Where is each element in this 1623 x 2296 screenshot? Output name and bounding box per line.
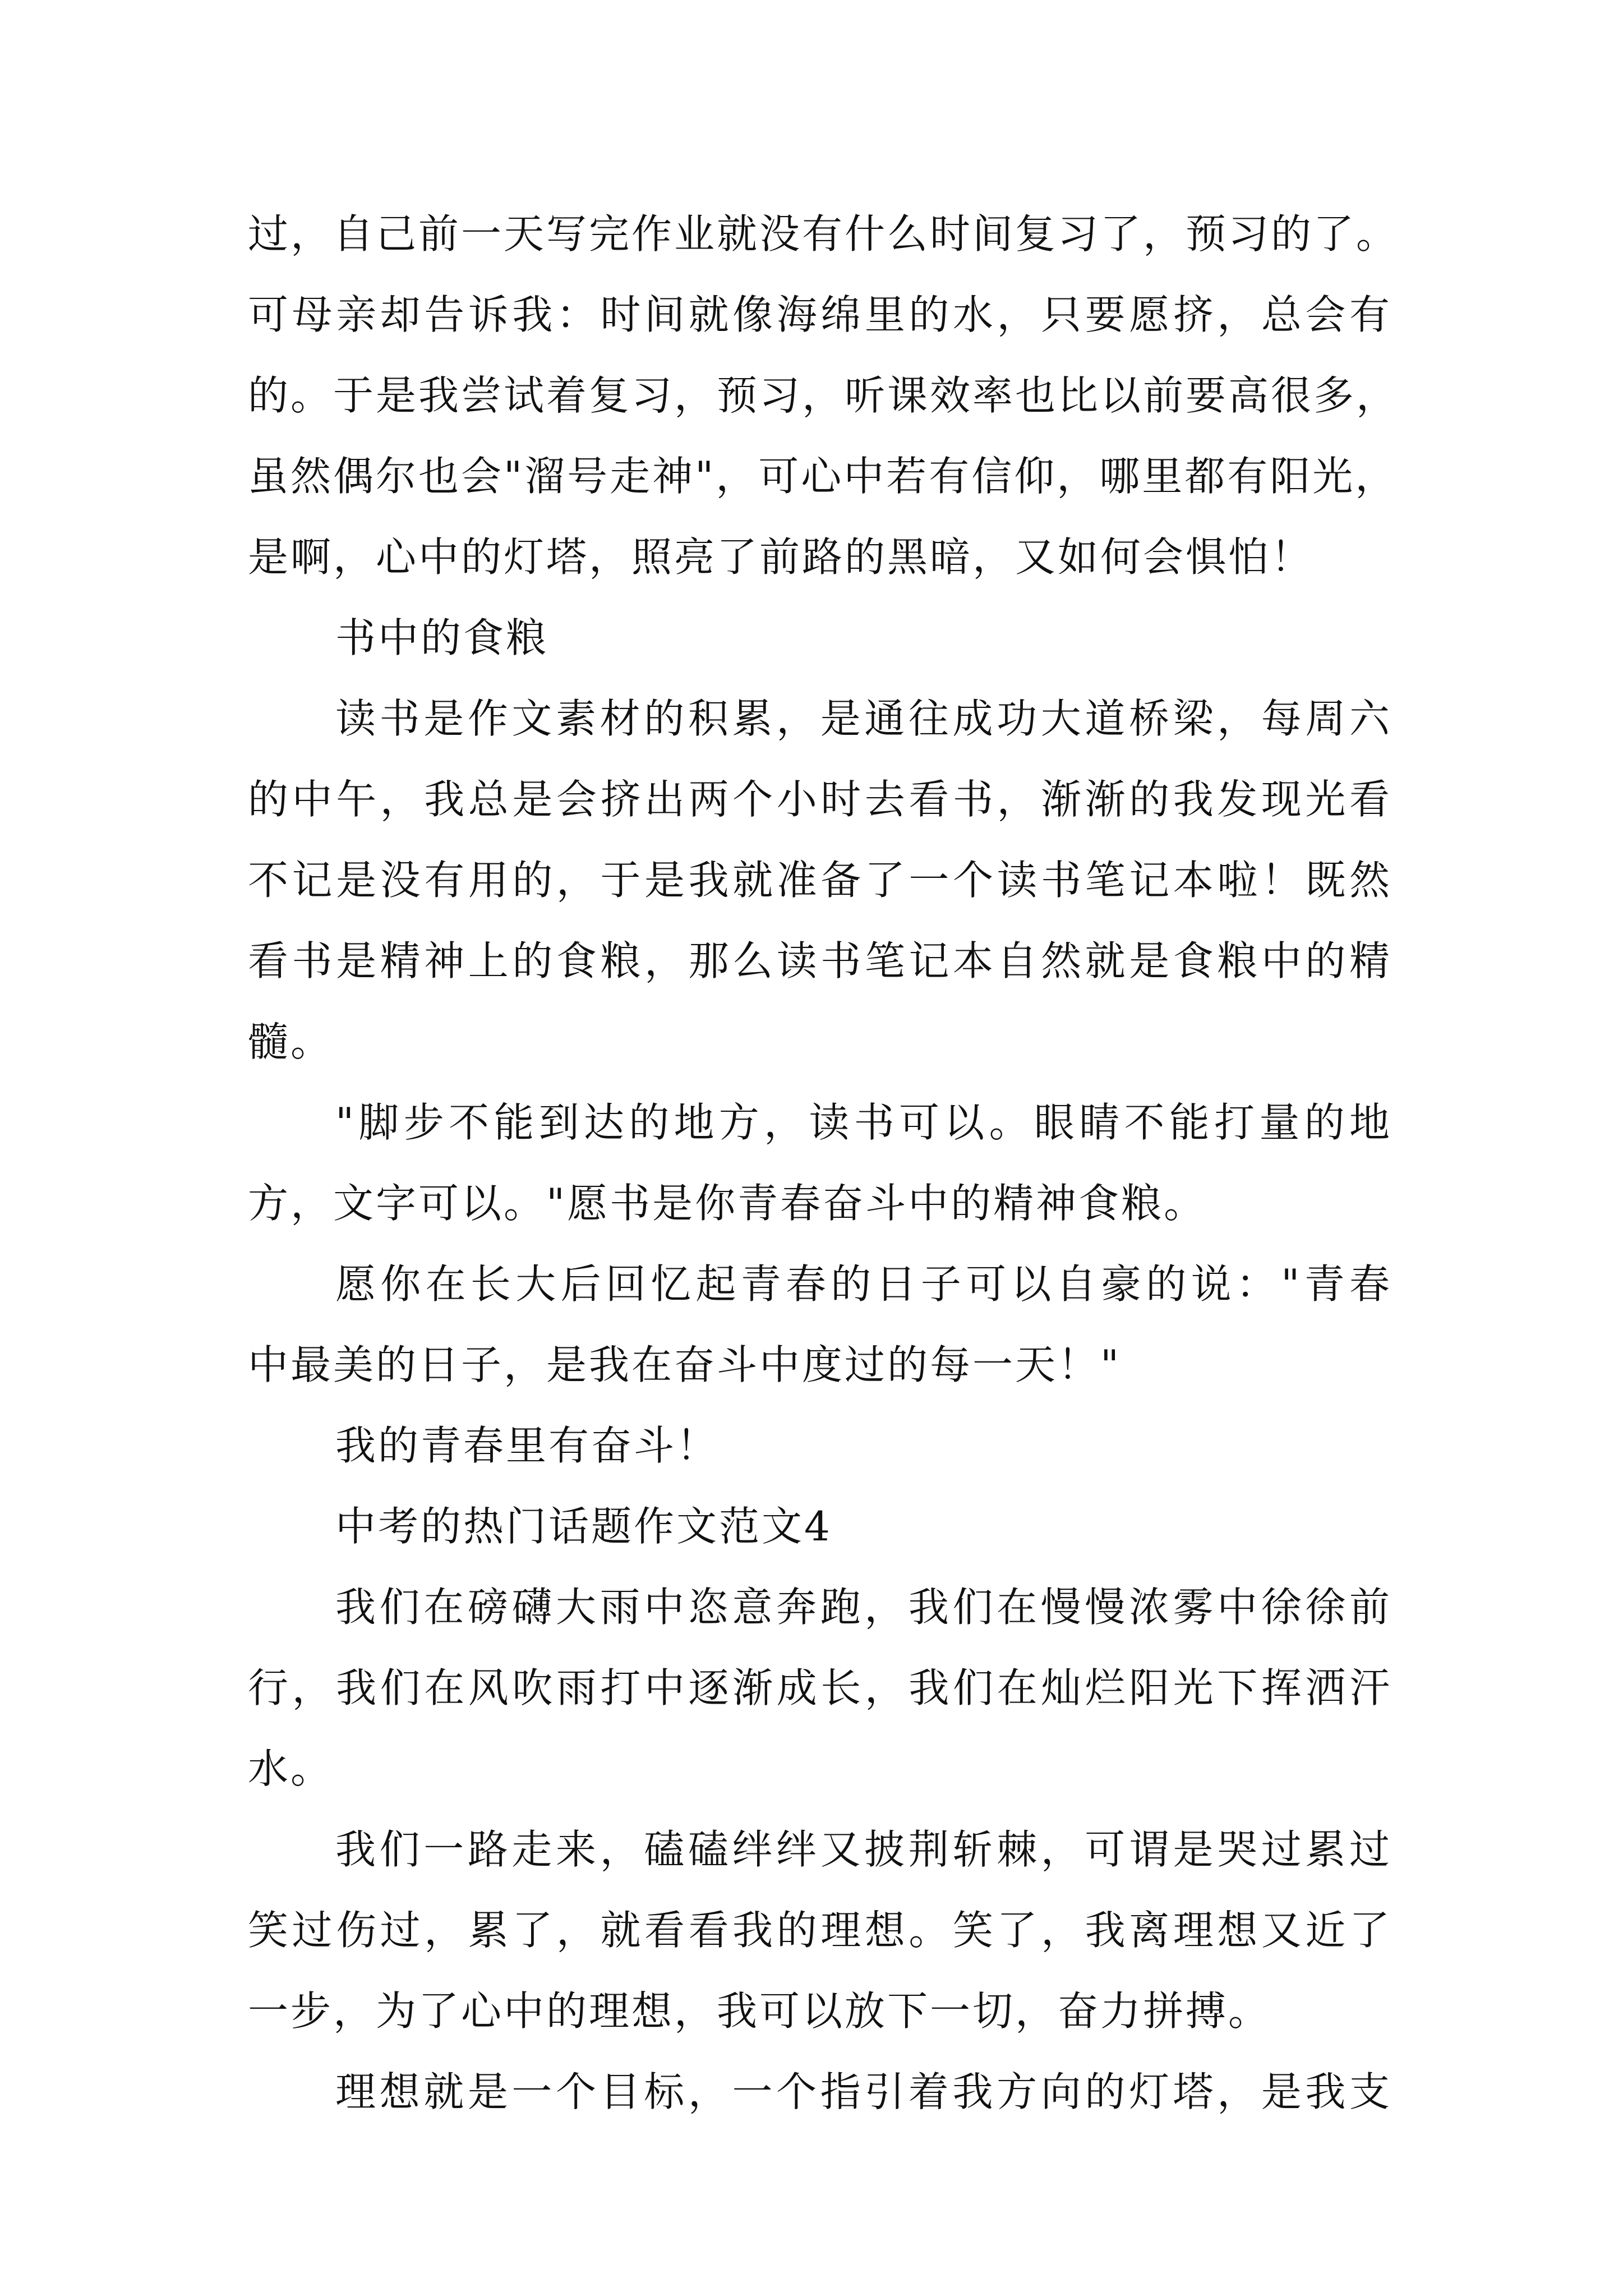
text-line: 过，自己前一天写完作业就没有什么时间复习了，预习的了。	[248, 210, 1399, 257]
text-line: 笑过伤过，累了，就看看我的理想。笑了，我离理想又近了	[248, 1907, 1392, 1954]
text-line: 看书是精神上的食粮，那么读书笔记本自然就是食粮中的精	[248, 937, 1392, 984]
body-text	[248, 194, 1399, 2132]
text-line: 中最美的日子，是我在奋斗中度过的每一天！"	[248, 1341, 1122, 1388]
text-line: 不记是没有用的，于是我就准备了一个读书笔记本啦！既然	[248, 857, 1392, 904]
text-line: 的。于是我尝试着复习，预习，听课效率也比以前要高很多，	[248, 372, 1399, 419]
text-line: 我们在磅礴大雨中恣意奔跑，我们在慢慢浓雾中徐徐前	[335, 1584, 1392, 1631]
text-line: 理想就是一个目标，一个指引着我方向的灯塔，是我支	[335, 2068, 1392, 2115]
section-heading: 中考的热门话题作文范文4	[335, 1503, 832, 1550]
text-line: 一步，为了心中的理想，我可以放下一切，奋力拼搏。	[248, 1987, 1271, 2035]
text-line: 愿你在长大后回忆起青春的日子可以自豪的说："青春	[335, 1260, 1392, 1308]
text-line: 我的青春里有奋斗！	[335, 1422, 720, 1469]
section-heading: 书中的食粮	[335, 614, 549, 661]
text-line: 可母亲却告诉我：时间就像海绵里的水，只要愿挤，总会有	[248, 291, 1392, 338]
text-line: 虽然偶尔也会"溜号走神"，可心中若有信仰，哪里都有阳光，	[248, 453, 1398, 500]
text-line: 髓。	[248, 1018, 334, 1065]
text-line: 的中午，我总是会挤出两个小时去看书，渐渐的我发现光看	[248, 776, 1392, 823]
text-line: 我们一路走来，磕磕绊绊又披荆斩棘，可谓是哭过累过	[335, 1826, 1392, 1873]
text-line: 是啊，心中的灯塔，照亮了前路的黑暗，又如何会惧怕！	[248, 533, 1314, 581]
text-line: "脚步不能到达的地方，读书可以。眼睛不能打量的地	[335, 1099, 1392, 1146]
text-line: 行，我们在风吹雨打中逐渐成长，我们在灿烂阳光下挥洒汗	[248, 1664, 1392, 1711]
text-line: 读书是作文素材的积累，是通往成功大道桥梁，每周六	[335, 695, 1392, 742]
text-line: 水。	[248, 1745, 334, 1792]
text-line: 方，文字可以。"愿书是你青春奋斗中的精神食粮。	[248, 1180, 1207, 1227]
